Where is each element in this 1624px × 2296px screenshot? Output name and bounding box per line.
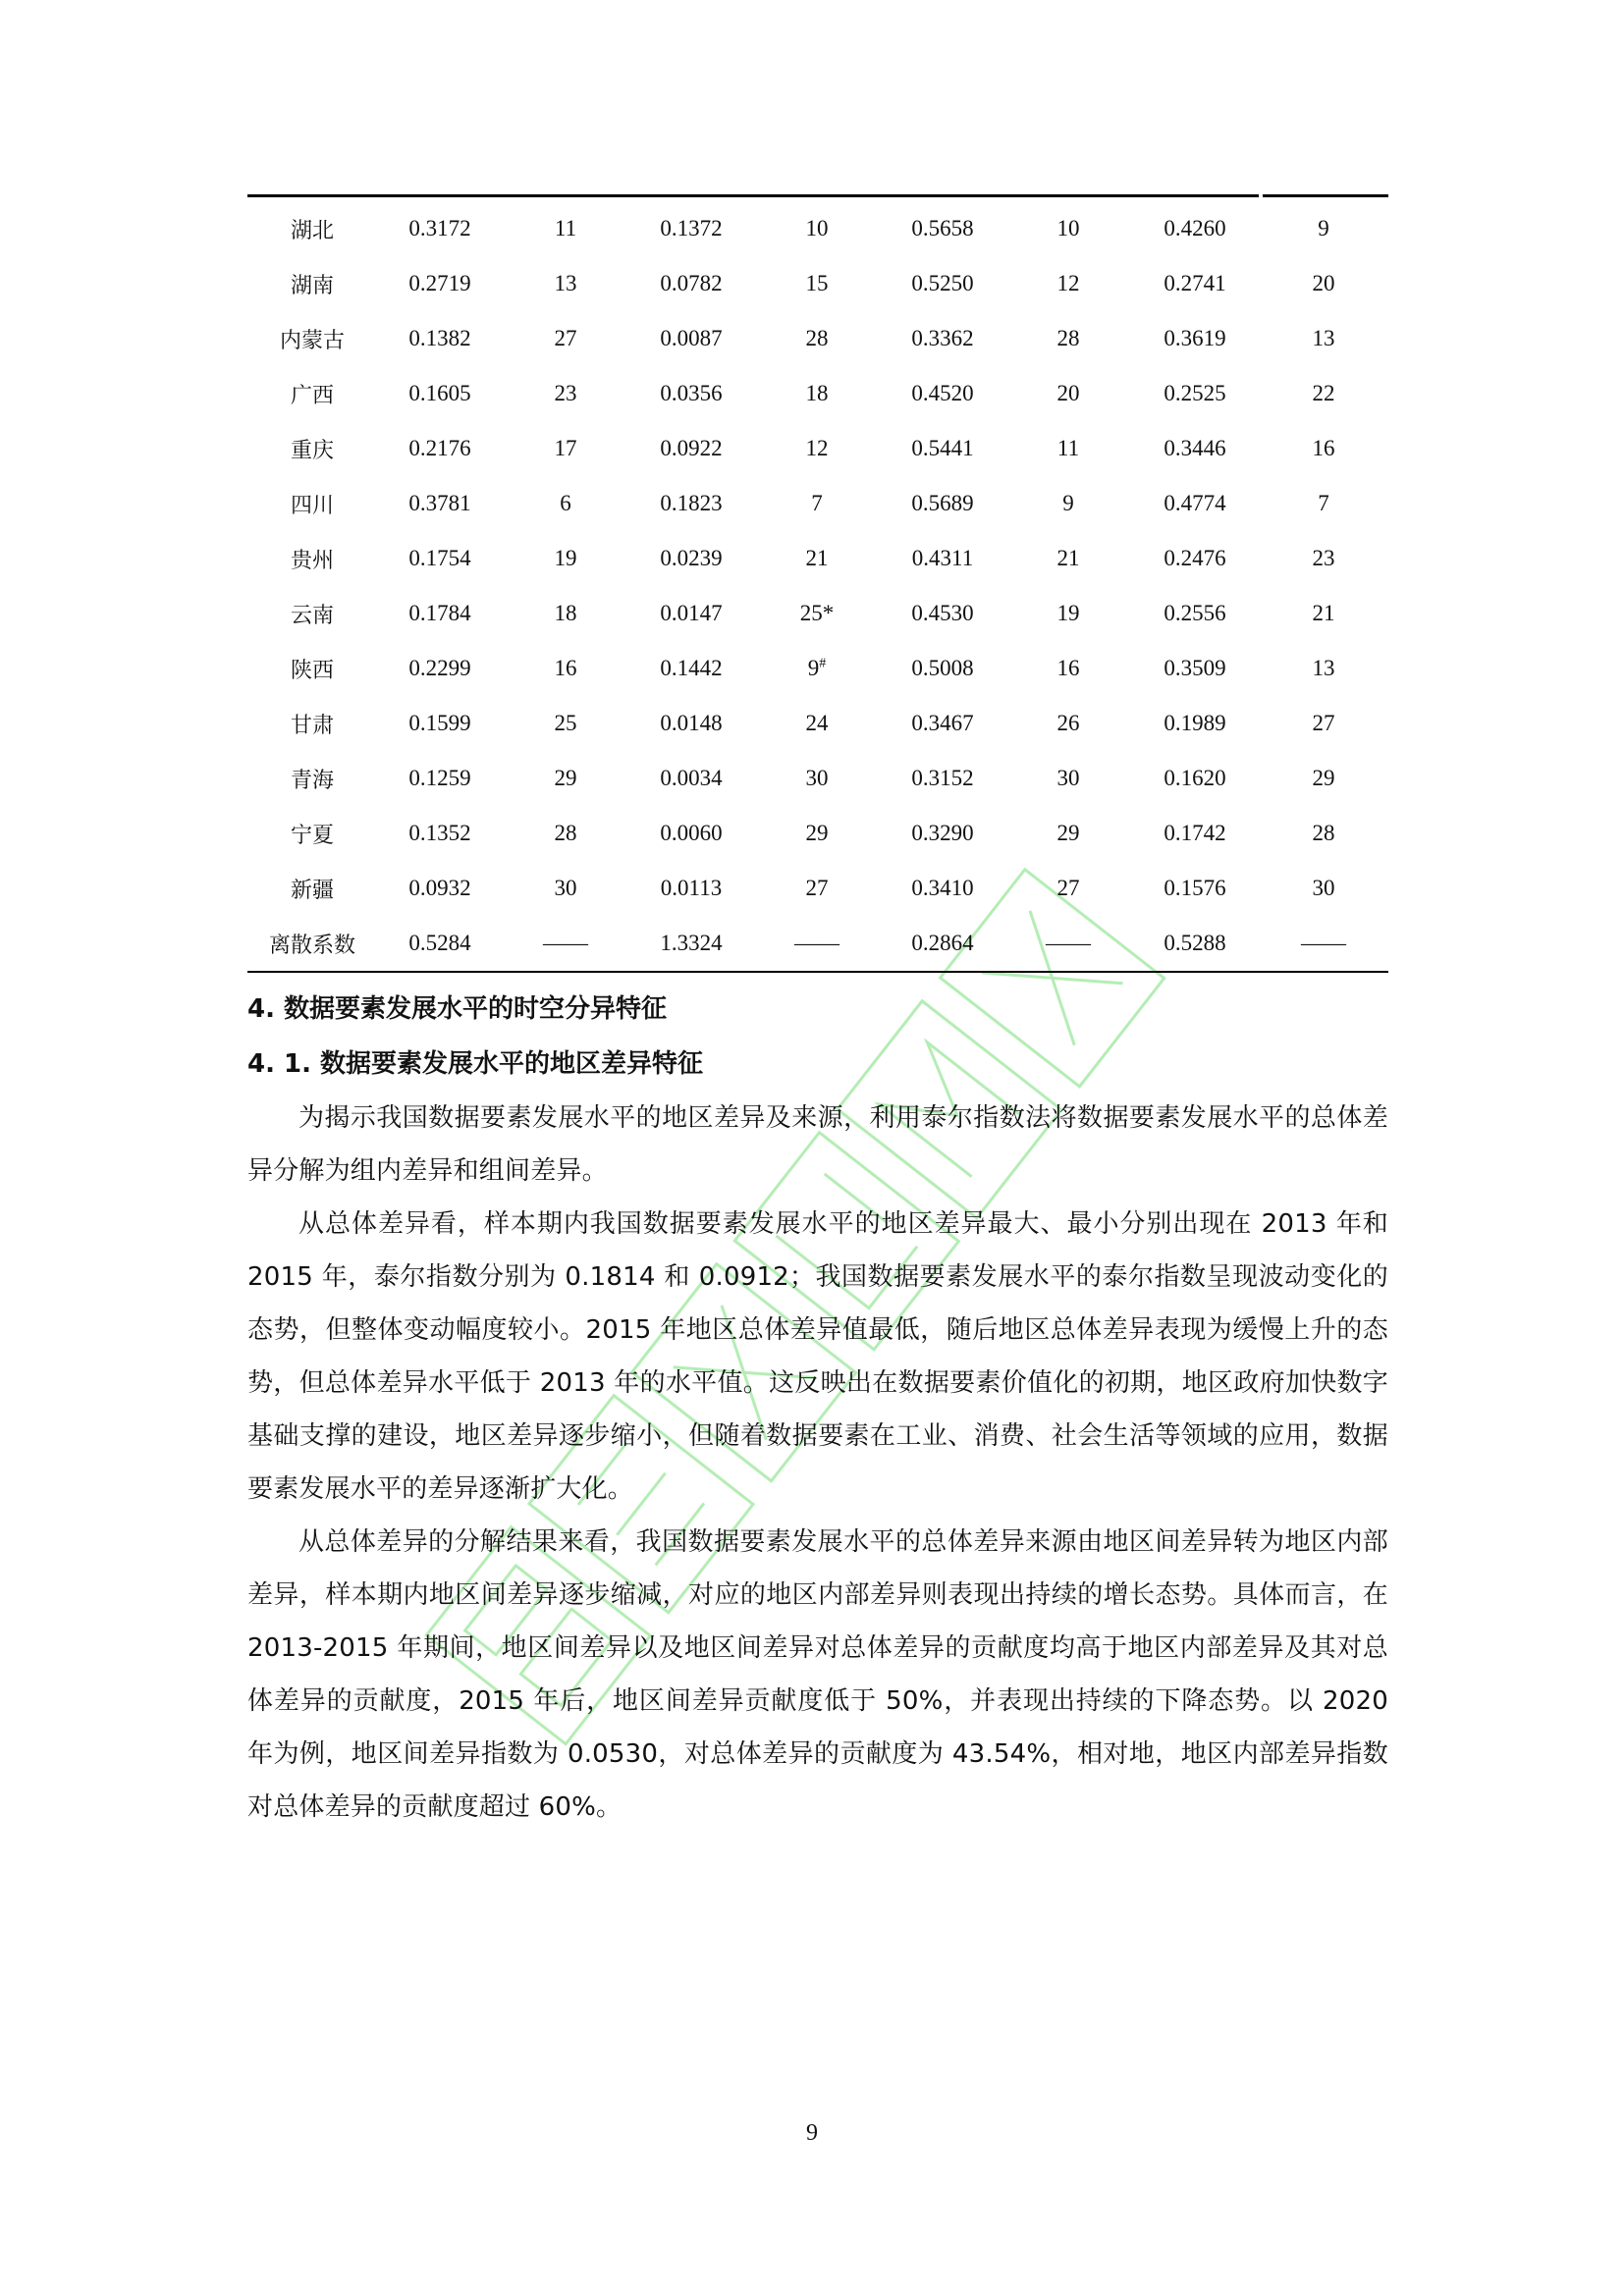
value1-cell <box>377 586 503 641</box>
value2-cell-text: 0.1823 <box>660 491 723 515</box>
value2-cell <box>628 421 754 476</box>
value4-cell-text: 0.3446 <box>1164 436 1226 460</box>
rank3-cell-text: 29 <box>1056 821 1080 845</box>
table-top-rule <box>247 194 1388 197</box>
rank3-cell <box>1005 586 1131 641</box>
province-cell-text: 宁夏 <box>290 823 334 848</box>
value2-cell-text: 0.0922 <box>660 436 723 460</box>
rank1-cell <box>503 531 628 586</box>
rank4-cell-text: 9 <box>1318 216 1329 240</box>
paragraph-3: 从总体差异的分解结果来看，我国数据要素发展水平的总体差异来源由地区间差异转为地区内部差异，样本期内地区间差异逐步缩减，对应的地区内部差异则表现出持续的增长态势。具体而言，在 2013-2015 年期间，地区间差异以及地区间差异对总体差异的贡献度均高于地区内部差异及其对总体差异的贡献度，2015 年后，地区间差异贡献度低于 50%，并表现出持续的下降态势。以 2020 年为例，地区间差异指数为 0.0530，对总体差异的贡献度为 43.54%，相对地，地区内部差异指数对总体差异的贡献度超过 60%。 <box>247 1527 1388 1822</box>
value4-cell-text: 0.2741 <box>1164 271 1226 295</box>
rank3-cell-text: —— <box>1046 931 1091 955</box>
rank1-cell <box>503 421 628 476</box>
value3-cell <box>880 366 1005 421</box>
value3-cell-text: 0.3362 <box>911 326 974 350</box>
value2-cell <box>628 751 754 806</box>
rank3-cell-text: 26 <box>1056 711 1080 735</box>
province-cell <box>247 476 377 531</box>
value3-cell <box>880 476 1005 531</box>
value1-cell <box>377 531 503 586</box>
rank1-cell-text: 13 <box>554 271 577 295</box>
value4-cell <box>1131 311 1259 366</box>
table-row <box>247 256 1388 311</box>
value2-cell-text: 0.0782 <box>660 271 723 295</box>
province-cell-text: 重庆 <box>290 438 334 463</box>
rank2-cell <box>754 751 880 806</box>
rank2-cell-text: 18 <box>805 381 829 405</box>
value2-cell <box>628 641 754 696</box>
rank2-cell-text: —— <box>794 931 839 955</box>
province-cell <box>247 586 377 641</box>
rank3-cell-text: 30 <box>1056 766 1080 790</box>
rank2-cell <box>754 861 880 916</box>
value2-cell-text: 0.0060 <box>660 821 723 845</box>
province-cell <box>247 696 377 751</box>
province-cell <box>247 806 377 861</box>
rank3-cell <box>1005 311 1131 366</box>
value3-cell-text: 0.3290 <box>911 821 974 845</box>
value1-cell <box>377 916 503 971</box>
table-row <box>247 476 1388 531</box>
rank2-cell <box>754 256 880 311</box>
rank4-cell-text: 16 <box>1312 436 1335 460</box>
rank3-cell-text: 21 <box>1056 546 1080 570</box>
rank1-cell-text: 17 <box>554 436 577 460</box>
rank2-cell-text: 9 <box>807 656 820 680</box>
value3-cell <box>880 256 1005 311</box>
page-number: 9 <box>806 2120 818 2146</box>
rank2-cell-text: 28 <box>805 326 829 350</box>
value1-cell-text: 0.3781 <box>408 491 471 515</box>
rank1-cell <box>503 586 628 641</box>
value1-cell <box>377 641 503 696</box>
value2-cell-text: 0.1372 <box>660 216 723 240</box>
rank1-cell <box>503 641 628 696</box>
value4-cell <box>1131 256 1259 311</box>
rank1-cell-text: 28 <box>554 821 577 845</box>
value2-cell-text: 0.0148 <box>660 711 723 735</box>
rank3-cell <box>1005 916 1131 971</box>
value3-cell <box>880 806 1005 861</box>
value1-cell <box>377 366 503 421</box>
value4-cell-text: 0.3509 <box>1164 656 1226 680</box>
table-row <box>247 641 1388 696</box>
value2-cell-text: 0.0087 <box>660 326 723 350</box>
province-cell-text: 云南 <box>290 603 334 628</box>
rank3-cell-text: 9 <box>1062 491 1074 515</box>
province-cell-text: 湖北 <box>290 218 334 243</box>
value3-cell <box>880 586 1005 641</box>
value1-cell-text: 0.1352 <box>408 821 471 845</box>
value3-cell-text: 0.3410 <box>911 876 974 900</box>
province-cell <box>247 256 377 311</box>
table-row <box>247 861 1388 916</box>
rank4-cell <box>1259 916 1388 971</box>
rank1-cell-text: 23 <box>554 381 577 405</box>
rank1-cell-text: 27 <box>554 326 577 350</box>
value2-cell <box>628 586 754 641</box>
value1-cell-text: 0.2719 <box>408 271 471 295</box>
value3-cell <box>880 197 1005 256</box>
value1-cell-text: 0.0932 <box>408 876 471 900</box>
rank1-cell <box>503 861 628 916</box>
rank4-cell <box>1259 311 1388 366</box>
rank2-cell-text: 30 <box>805 766 829 790</box>
value2-cell-text: 0.0113 <box>660 876 723 900</box>
value3-cell-text: 0.3152 <box>911 766 974 790</box>
value4-cell <box>1131 586 1259 641</box>
subsection-heading: 4. 1. 数据要素发展水平的地区差异特征 <box>247 1049 704 1079</box>
value1-cell-text: 0.1605 <box>408 381 471 405</box>
rank3-cell-text: 16 <box>1056 656 1080 680</box>
value1-cell-text: 0.1754 <box>408 546 471 570</box>
value4-cell <box>1131 366 1259 421</box>
rank4-cell-text: 21 <box>1312 601 1335 625</box>
value4-cell <box>1131 916 1259 971</box>
value4-cell <box>1131 861 1259 916</box>
rank4-cell <box>1259 641 1388 696</box>
rank3-cell-text: 20 <box>1056 381 1080 405</box>
province-cell-text: 离散系数 <box>268 933 355 958</box>
rank4-cell <box>1259 586 1388 641</box>
rank3-cell-text: 10 <box>1056 216 1080 240</box>
rank3-cell <box>1005 197 1131 256</box>
rank4-cell-text: 22 <box>1312 381 1335 405</box>
value1-cell-text: 0.2176 <box>408 436 471 460</box>
rank1-cell-text: 19 <box>554 546 577 570</box>
value4-cell-text: 0.1576 <box>1164 876 1226 900</box>
rank2-cell-text: 7 <box>811 491 823 515</box>
rank1-cell <box>503 806 628 861</box>
value2-cell-text: 0.0034 <box>660 766 723 790</box>
rank1-cell-text: —— <box>543 931 588 955</box>
value2-cell <box>628 366 754 421</box>
rank2-cell-text: 25* <box>799 601 835 625</box>
rank3-cell <box>1005 806 1131 861</box>
province-cell-text: 青海 <box>290 768 334 793</box>
rank3-cell <box>1005 256 1131 311</box>
value3-cell-text: 0.5008 <box>911 656 974 680</box>
table-row <box>247 696 1388 751</box>
rank3-cell <box>1005 531 1131 586</box>
value1-cell <box>377 197 503 256</box>
value1-cell <box>377 806 503 861</box>
rank1-cell <box>503 197 628 256</box>
table-row <box>247 916 1388 971</box>
value1-cell <box>377 696 503 751</box>
province-cell-text: 内蒙古 <box>279 328 345 353</box>
table-bottom-rule <box>247 971 1388 973</box>
value3-cell <box>880 531 1005 586</box>
value2-cell <box>628 696 754 751</box>
value4-cell <box>1131 696 1259 751</box>
province-cell-text: 新疆 <box>290 878 334 903</box>
rank3-cell <box>1005 476 1131 531</box>
value2-cell <box>628 916 754 971</box>
value4-cell <box>1131 531 1259 586</box>
value3-cell <box>880 421 1005 476</box>
rank1-cell-text: 16 <box>554 656 577 680</box>
value3-cell-text: 0.4530 <box>911 601 974 625</box>
value2-cell <box>628 256 754 311</box>
rank2-cell <box>754 311 880 366</box>
rank4-cell-text: 23 <box>1312 546 1335 570</box>
value1-cell-text: 0.1599 <box>408 711 471 735</box>
rank3-cell <box>1005 421 1131 476</box>
paragraph-1: 为揭示我国数据要素发展水平的地区差异及来源，利用泰尔指数法将数据要素发展水平的总体差异分解为组内差异和组间差异。 <box>247 1103 1388 1186</box>
value4-cell <box>1131 197 1259 256</box>
rank2-cell-text: 24 <box>805 711 829 735</box>
table-row <box>247 311 1388 366</box>
value2-cell <box>628 531 754 586</box>
value1-cell <box>377 476 503 531</box>
rank1-cell-text: 11 <box>554 216 577 240</box>
rank3-cell-text: 28 <box>1056 326 1080 350</box>
rank4-cell <box>1259 751 1388 806</box>
rank3-cell-text: 12 <box>1056 271 1080 295</box>
rank3-cell <box>1005 861 1131 916</box>
value1-cell <box>377 421 503 476</box>
value4-cell-text: 0.3619 <box>1164 326 1226 350</box>
rank3-cell <box>1005 366 1131 421</box>
rank2-cell-text: 12 <box>805 436 829 460</box>
value2-cell <box>628 197 754 256</box>
rank4-cell-text: 29 <box>1312 766 1335 790</box>
rank3-cell-text: 27 <box>1056 876 1080 900</box>
rank1-cell-text: 29 <box>554 766 577 790</box>
value3-cell-text: 0.5441 <box>911 436 974 460</box>
rank4-cell-text: 28 <box>1312 821 1335 845</box>
rank1-cell <box>503 476 628 531</box>
value3-cell <box>880 641 1005 696</box>
value2-cell <box>628 476 754 531</box>
value3-cell-text: 0.4311 <box>911 546 974 570</box>
province-cell <box>247 861 377 916</box>
rank4-cell <box>1259 197 1388 256</box>
table-row <box>247 366 1388 421</box>
province-cell-text: 广西 <box>290 383 334 408</box>
rank1-cell-text: 30 <box>554 876 577 900</box>
value3-cell <box>880 751 1005 806</box>
rank2-cell <box>754 586 880 641</box>
province-cell-text: 甘肃 <box>290 713 334 738</box>
value2-cell-text: 0.0147 <box>660 601 723 625</box>
value1-cell <box>377 751 503 806</box>
value3-cell-text: 0.5658 <box>911 216 974 240</box>
rank2-cell <box>754 641 880 696</box>
value2-cell-text: 0.1442 <box>660 656 723 680</box>
table-row <box>247 531 1388 586</box>
rank4-cell <box>1259 531 1388 586</box>
value3-cell-text: 0.5689 <box>911 491 974 515</box>
table-row <box>247 586 1388 641</box>
rank1-cell <box>503 366 628 421</box>
value3-cell-text: 0.2864 <box>911 931 974 955</box>
table-row <box>247 421 1388 476</box>
rank1-cell-text: 18 <box>554 601 577 625</box>
value1-cell-text: 0.1259 <box>408 766 471 790</box>
rank2-cell-text: 10 <box>805 216 829 240</box>
value4-cell-text: 0.1742 <box>1164 821 1226 845</box>
rank4-cell <box>1259 256 1388 311</box>
rank1-cell <box>503 311 628 366</box>
rank2-cell <box>754 531 880 586</box>
rank4-cell-text: 7 <box>1318 491 1329 515</box>
province-cell <box>247 751 377 806</box>
value4-cell-text: 0.1620 <box>1164 766 1226 790</box>
rank4-cell <box>1259 366 1388 421</box>
province-cell-text: 四川 <box>290 493 334 518</box>
rank4-cell-text: 30 <box>1312 876 1335 900</box>
value4-cell-text: 0.2525 <box>1164 381 1226 405</box>
value4-cell <box>1131 421 1259 476</box>
rank1-cell <box>503 751 628 806</box>
value4-cell-text: 0.2556 <box>1164 601 1226 625</box>
province-cell <box>247 916 377 971</box>
value2-cell <box>628 861 754 916</box>
value4-cell <box>1131 806 1259 861</box>
table-row <box>247 806 1388 861</box>
value1-cell <box>377 256 503 311</box>
value4-cell <box>1131 751 1259 806</box>
value3-cell-text: 0.3467 <box>911 711 974 735</box>
rank2-cell <box>754 197 880 256</box>
province-cell-text: 陕西 <box>290 658 334 683</box>
value2-cell <box>628 311 754 366</box>
value1-cell <box>377 861 503 916</box>
province-cell <box>247 197 377 256</box>
rank4-cell <box>1259 421 1388 476</box>
value4-cell <box>1131 641 1259 696</box>
value3-cell-text: 0.5250 <box>911 271 974 295</box>
rank1-cell <box>503 696 628 751</box>
rank4-cell <box>1259 806 1388 861</box>
province-cell <box>247 311 377 366</box>
value1-cell-text: 0.1784 <box>408 601 471 625</box>
rank2-cell <box>754 476 880 531</box>
value4-cell-text: 0.5288 <box>1164 931 1226 955</box>
rank1-cell-text: 25 <box>554 711 577 735</box>
rank1-cell-text: 6 <box>560 491 571 515</box>
value1-cell-text: 0.2299 <box>408 656 471 680</box>
province-cell <box>247 366 377 421</box>
rank1-cell <box>503 256 628 311</box>
rank2-cell-text: 29 <box>805 821 829 845</box>
rank2-cell-text: 27 <box>805 876 829 900</box>
rank4-cell-text: 20 <box>1312 271 1335 295</box>
rank1-cell <box>503 916 628 971</box>
rank4-cell <box>1259 696 1388 751</box>
paragraph-2: 从总体差异看，样本期内我国数据要素发展水平的地区差异最大、最小分别出现在 2013 年和 2015 年，泰尔指数分别为 0.1814 和 0.0912；我国数据要素发展水平的泰尔指数呈现波动变化的态势，但整体变动幅度较小。2015 年地区总体差异值最低，随后地区总体差异表现为缓慢上升的态势，但总体差异水平低于 2013 年的水平值。这反映出在数据要素价值化的初期，地区政府加快数字基础支撑的建设，地区差异逐步缩小，但随着数据要素在工业、消费、社会生活等领域的应用，数据要素发展水平的差异逐渐扩大化。 <box>247 1209 1388 1504</box>
rank4-cell-text: —— <box>1301 931 1346 955</box>
value2-cell-text: 0.0356 <box>660 381 723 405</box>
rank3-cell <box>1005 751 1131 806</box>
table-row <box>247 197 1388 256</box>
value3-cell <box>880 861 1005 916</box>
rank2-cell <box>754 421 880 476</box>
rank3-cell <box>1005 696 1131 751</box>
province-cell-text: 湖南 <box>290 273 334 298</box>
rank2-cell-text: 15 <box>805 271 829 295</box>
value1-cell <box>377 311 503 366</box>
value4-cell-text: 0.4260 <box>1164 216 1226 240</box>
rank4-cell <box>1259 476 1388 531</box>
province-cell <box>247 531 377 586</box>
rank2-cell-text: 21 <box>805 546 829 570</box>
value1-cell-text: 0.1382 <box>408 326 471 350</box>
rank4-cell-text: 27 <box>1312 711 1335 735</box>
value1-cell-text: 0.5284 <box>408 931 471 955</box>
rank4-cell-text: 13 <box>1312 656 1335 680</box>
rank3-cell-text: 11 <box>1056 436 1080 460</box>
rank3-cell-text: 19 <box>1056 601 1080 625</box>
value1-cell-text: 0.3172 <box>408 216 471 240</box>
value3-cell <box>880 916 1005 971</box>
province-cell-text: 贵州 <box>290 548 334 573</box>
rank2-cell <box>754 806 880 861</box>
section-heading: 4. 数据要素发展水平的时空分异特征 <box>247 994 668 1024</box>
value2-cell-text: 1.3324 <box>660 931 723 955</box>
value2-cell-text: 0.0239 <box>660 546 723 570</box>
rank-footnote-mark: # <box>819 656 827 671</box>
rank4-cell <box>1259 861 1388 916</box>
section-body <box>247 982 1388 1834</box>
province-cell <box>247 421 377 476</box>
rank2-cell <box>754 696 880 751</box>
data-table <box>247 194 1388 973</box>
rank2-cell <box>754 916 880 971</box>
value2-cell <box>628 806 754 861</box>
value3-cell <box>880 311 1005 366</box>
value4-cell-text: 0.2476 <box>1164 546 1226 570</box>
value4-cell-text: 0.4774 <box>1164 491 1226 515</box>
value4-cell <box>1131 476 1259 531</box>
value4-cell-text: 0.1989 <box>1164 711 1226 735</box>
value3-cell-text: 0.4520 <box>911 381 974 405</box>
rank3-cell <box>1005 641 1131 696</box>
rank2-cell <box>754 366 880 421</box>
rank4-cell-text: 13 <box>1312 326 1335 350</box>
province-cell <box>247 641 377 696</box>
table-row <box>247 751 1388 806</box>
value3-cell <box>880 696 1005 751</box>
